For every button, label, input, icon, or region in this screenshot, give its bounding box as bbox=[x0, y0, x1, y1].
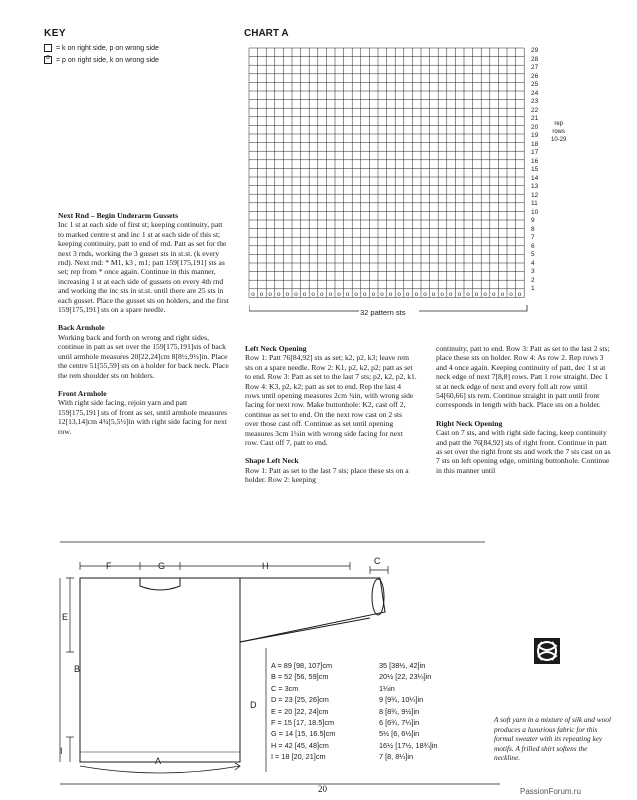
measurements-in bbox=[379, 660, 437, 763]
measurement-line: 5½ [6, 6½]in bbox=[379, 729, 420, 739]
purl-dot-icon: o bbox=[277, 289, 281, 298]
measurement-line: 6 [6¾, 7¼]in bbox=[379, 718, 420, 728]
purl-dot-icon: o bbox=[449, 289, 453, 298]
chart-row-number: 26 bbox=[531, 72, 539, 80]
chart-row-number: 27 bbox=[531, 64, 539, 71]
celtic-knot-icon bbox=[532, 636, 562, 666]
pattern-sts-label: 32 pattern sts bbox=[360, 308, 406, 317]
dim-label-e: E bbox=[62, 612, 69, 622]
chart-row-number: 21 bbox=[531, 115, 539, 122]
chart-row-number: 17 bbox=[531, 149, 539, 156]
purl-dot-icon: o bbox=[345, 289, 350, 298]
chart-row-number: 14 bbox=[531, 174, 539, 182]
dot-square-icon bbox=[44, 56, 52, 64]
section bbox=[58, 211, 230, 314]
section bbox=[58, 323, 230, 379]
chart-row-number: 22 bbox=[531, 106, 539, 114]
dim-label-b: B bbox=[74, 664, 81, 674]
chart-row-number: 6 bbox=[531, 242, 535, 250]
measurement-line: B = 52 [56, 59]cm bbox=[271, 672, 329, 682]
section bbox=[436, 419, 612, 475]
chart-row-numbers bbox=[531, 47, 538, 294]
section-divider bbox=[0, 540, 637, 544]
watermark: PassionForum.ru bbox=[520, 787, 581, 796]
chart-row-number: 23 bbox=[531, 98, 539, 105]
purl-dot-icon: o bbox=[311, 289, 315, 298]
section-body: Row 1: Patt as set to the last 7 sts; place these sts on a holder. Row 2: keeping bbox=[245, 465, 409, 485]
section-body: Working back and forth on wrong and right sides, continue in patt as set over the 159[175,191]sts of back until armhole measures 20[22,24]cm 8[8½,9½]in. Place the centre 51[55,59] sts on a holder for back neck. Place the rem shoulder sts on holders. bbox=[58, 332, 229, 380]
dim-label-g: G bbox=[158, 561, 166, 571]
section bbox=[245, 456, 417, 484]
purl-dot-icon: o bbox=[388, 289, 393, 298]
chart-row-number: 25 bbox=[531, 81, 539, 88]
section-heading: Shape Left Neck bbox=[245, 456, 299, 466]
key-item-text: = p on right side, k on wrong side bbox=[56, 56, 159, 64]
purl-dot-icon: o bbox=[474, 289, 479, 298]
rep-rows-label bbox=[551, 120, 566, 144]
section-body: continuity, patt to end. Row 3: Patt as set to the last 2 sts; place these sts on holder. Row 4: As row 2. Rep rows 3 and 4 once again. Keeping continuity of patt, dec 1 st at neck edge of next 7[8,8] rows. Patt 1 row straight. Dec 1 st at neck edge of next and every foll alt row until 54[60,66] sts rem. Continue straight in patt until front corresponds in length with back. Place sts on a holder. bbox=[436, 344, 610, 410]
chart-row-number: 1 bbox=[531, 285, 535, 292]
section-body: Cast on 7 sts, and with right side facing, keep continuity and patt the 76[84,92] sts of right front. Continue in patt as set over the right front sts and work the 7 sts cast on as 7 sts on left opening edge, omitting buttonhole. Continue in this manner until bbox=[436, 428, 611, 475]
purl-dot-icon: o bbox=[457, 289, 462, 298]
section-heading: Right Neck Opening bbox=[436, 418, 503, 428]
purl-dot-icon: o bbox=[406, 289, 410, 298]
purl-dot-icon: o bbox=[371, 289, 376, 298]
chart-row-number: 5 bbox=[531, 251, 535, 258]
page-number: 20 bbox=[318, 784, 327, 794]
chart-grid-lines bbox=[249, 48, 524, 297]
chart-row-number: 4 bbox=[531, 259, 535, 267]
purl-dot-icon: o bbox=[320, 289, 324, 298]
rep-label-line: rows bbox=[552, 129, 566, 135]
chart-row-number: 3 bbox=[531, 268, 535, 275]
purl-dot-icon: o bbox=[440, 289, 444, 298]
dim-label-a: A bbox=[155, 756, 162, 766]
measurement-line: F = 15 [17, 18.5]cm bbox=[271, 718, 335, 728]
photo-caption: A soft yarn in a mixture of silk and wool produces a luxurious fabric for this formal sweater with its repeating key motifs. A frilled shirt softens the neckline. bbox=[494, 715, 611, 762]
purl-dot-icon: o bbox=[466, 289, 470, 298]
dim-label-i: I bbox=[60, 746, 63, 756]
purl-dot-icon: o bbox=[431, 289, 436, 298]
purl-dot-icon: o bbox=[509, 289, 513, 298]
purl-dot-icon: o bbox=[294, 289, 298, 298]
purl-dot-icon: o bbox=[492, 289, 496, 298]
dim-label-c: C bbox=[374, 556, 381, 566]
chart-row-number: 2 bbox=[531, 276, 535, 284]
rep-label-line: 10-29 bbox=[551, 137, 567, 143]
purl-dot-icon: o bbox=[414, 289, 419, 298]
instructions-left-column bbox=[58, 211, 230, 445]
chart-row-number: 9 bbox=[531, 217, 535, 224]
chart-row-number: 20 bbox=[531, 123, 539, 131]
chart-row-number: 18 bbox=[531, 140, 539, 148]
chart-row-number: 8 bbox=[531, 225, 535, 233]
purl-dot-icon: o bbox=[380, 289, 384, 298]
measurement-line: I = 18 [20, 21]cm bbox=[271, 752, 326, 762]
purl-dot-icon: o bbox=[268, 289, 272, 298]
purl-dot-icon: o bbox=[259, 289, 264, 298]
knitting-chart-grid bbox=[247, 47, 529, 309]
rep-label-line: rep bbox=[554, 121, 564, 127]
chart-row-number: 19 bbox=[531, 132, 539, 139]
key-item-text: = k on right side, p on wrong side bbox=[56, 44, 159, 52]
chart-row-number: 15 bbox=[531, 166, 539, 173]
measurement-line: 9 [9¾, 10¼]in bbox=[379, 695, 424, 705]
measurement-line: 1¼in bbox=[379, 683, 395, 693]
dim-label-d: D bbox=[250, 700, 257, 710]
instructions-right-column bbox=[436, 344, 612, 484]
measurement-line: A = 89 [98, 107]cm bbox=[271, 661, 333, 670]
measurement-line: G = 14 [15, 16.5]cm bbox=[271, 729, 336, 739]
purl-dot-icon: o bbox=[285, 289, 290, 298]
section-heading: Back Armhole bbox=[58, 323, 105, 333]
measurements-cm bbox=[271, 660, 335, 763]
chart-row-number: 12 bbox=[531, 191, 539, 199]
measurement-line: E = 20 [22, 24]cm bbox=[271, 706, 329, 716]
blank-square-icon bbox=[44, 44, 52, 52]
section bbox=[436, 344, 612, 410]
purl-dot-icon: o bbox=[328, 289, 333, 298]
chart-row-number: 28 bbox=[531, 55, 539, 63]
chart-row-number: 29 bbox=[531, 47, 539, 54]
instructions-middle-column bbox=[245, 344, 417, 494]
section-heading: Next Rnd – Begin Underarm Gussets bbox=[58, 211, 179, 220]
section bbox=[245, 344, 417, 447]
chart-row-number: 10 bbox=[531, 208, 539, 216]
key-item-knit bbox=[44, 44, 159, 52]
section bbox=[58, 389, 230, 436]
dim-label-f: F bbox=[106, 561, 112, 571]
measurement-line: 8 [8¾, 9½]in bbox=[379, 706, 420, 716]
purl-dot-icon: o bbox=[397, 289, 401, 298]
purl-dot-icon: o bbox=[483, 289, 487, 298]
key-item-purl bbox=[44, 56, 159, 64]
dim-label-h: H bbox=[262, 561, 269, 571]
measurement-line: D = 23 [25, 26]cm bbox=[271, 695, 329, 705]
purl-dot-icon: o bbox=[517, 289, 522, 298]
chart-row-number: 13 bbox=[531, 183, 539, 190]
section-body: Inc 1 st at each side of first st; keeping continuity, patt to marked centre st and inc 1 st at each side of this st; keeping continuity, patt to end of rnd. Patt as set for the next 3 rnds, working the 3 gusset sts in st.st. (k every rnd). Next rnd: * M1, k3 , m1; patt 159[175,191] sts as set; rep from * once again. Continue in this manner, increasing 1 st at each side of gussets on every 4th rnd and working the inc sts in st.st. until there are 25 sts in each gusset. Place the gusset sts on holders, and the first 159[175,191] sts on a spare needle. bbox=[58, 220, 229, 315]
measurement-line: 35 [38½, 42]in bbox=[379, 661, 426, 670]
purl-dot-icon: o bbox=[337, 289, 341, 298]
section-heading: Front Armhole bbox=[58, 388, 107, 398]
section-body: With right side facing, rejoin yarn and patt 159[175,191] sts of front as set, until armhole measures 12[13,14]cm 4¾[5,5½]in with right side facing for next row. bbox=[58, 398, 228, 436]
measurement-line: 16½ [17½, 18¾]in bbox=[379, 740, 438, 750]
purl-dot-icon: o bbox=[500, 289, 505, 298]
chart-row-number: 7 bbox=[531, 234, 535, 241]
purl-dot-icon: o bbox=[302, 289, 307, 298]
measurement-line: H = 42 [45, 48]cm bbox=[271, 740, 329, 750]
purl-dot-icon: o bbox=[363, 289, 367, 298]
chart-row-number: 16 bbox=[531, 157, 539, 165]
purl-dot-icon: o bbox=[354, 289, 358, 298]
purl-dot-icon: o bbox=[423, 289, 427, 298]
section-body: Row 1: Patt 76[84,92] sts as set; k2, p2, k3; leave rem sts on a spare needle. Row 2: K1, p2, k2, p2; patt as set to end. Row 3: Patt as set to the last 7 sts; p2, k2, p2, k1. Row 4: K3, p2, k2; patt as set to end. Rep the last 4 rows until opening measures 2cm ¾in, with wrong side facing for next row. Make buttonhole: K2, cast off 2, continue as set to end. On the next row cast on 2 sts over those cast off. Continue as set until opening measures 3cm 1¼in with wrong side facing for next row. Cast off 7, patt to end. bbox=[245, 353, 417, 448]
chart-title: CHART A bbox=[244, 28, 289, 39]
measurement-line: C = 3cm bbox=[271, 683, 299, 693]
key-title: KEY bbox=[44, 28, 67, 39]
chart-row-number: 11 bbox=[531, 200, 538, 207]
measurement-line: 7 [8, 8¼]in bbox=[379, 752, 414, 762]
purl-dot-icon: o bbox=[251, 289, 255, 298]
section-heading: Left Neck Opening bbox=[245, 344, 307, 353]
chart-row-number: 24 bbox=[531, 89, 539, 97]
measurement-line: 20½ [22, 23¼]in bbox=[379, 672, 432, 682]
